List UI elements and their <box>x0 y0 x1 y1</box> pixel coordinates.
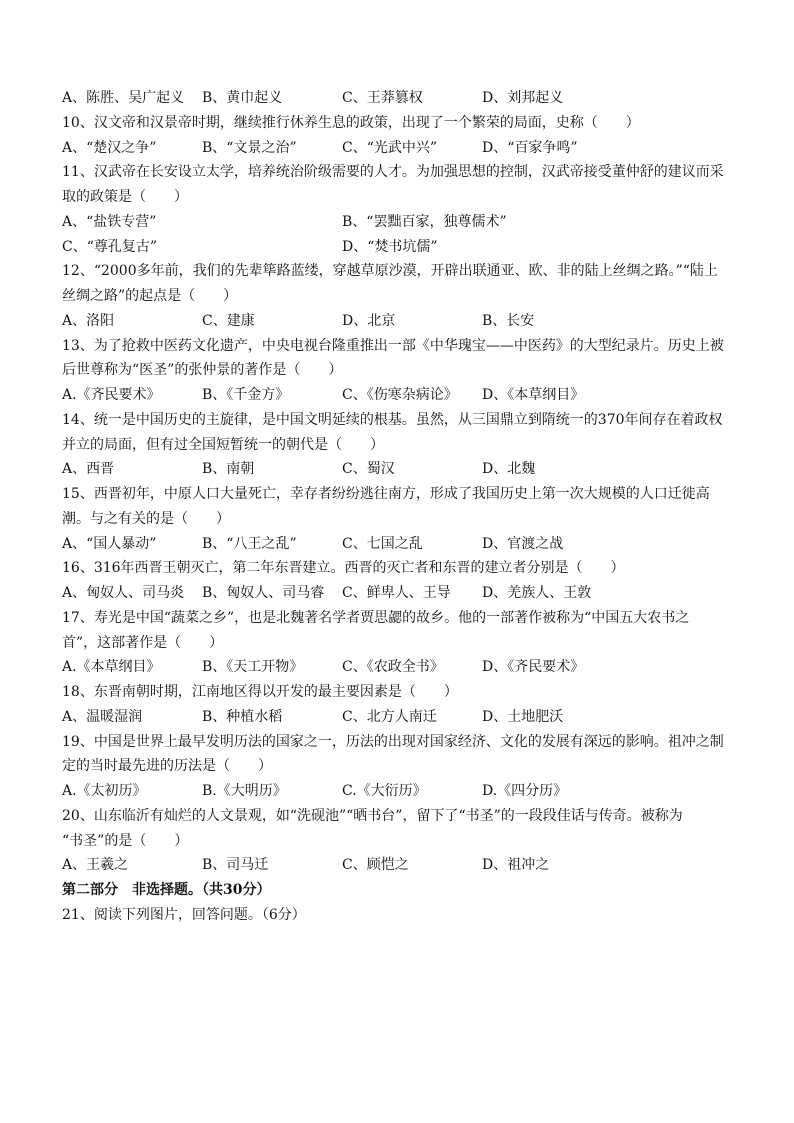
q17-option-b: B、《天工开物》 <box>202 659 304 676</box>
q18-option-a: A、温暖湿润 <box>62 708 143 725</box>
q21-stem: 21、阅读下列图片，回答问题。（6分） <box>62 906 306 923</box>
q12-option-c: C、建康 <box>202 312 255 329</box>
q11-stem-line1: 11、汉武帝在长安设立太学，培养统治阶级需要的人才。为加强思想的控制，汉武帝接受董仲舒的建议而采 <box>62 164 724 181</box>
q19-option-c: C.《大衍历》 <box>342 783 427 799</box>
q14-options <box>62 457 742 482</box>
q14-option-b: B、南朝 <box>202 461 255 478</box>
q11-option-a: A、“盐铁专营” <box>62 213 157 230</box>
q17-stem-line2: 首”，这部著作是（ ） <box>62 634 224 651</box>
q15-stem-line1: 15、西晋初年，中原人口大量死亡，幸存者纷纷逃往南方，形成了我国历史上第一次大规模的人口迁徙高 <box>62 486 710 502</box>
q19-option-a: A.《太初历》 <box>62 783 147 799</box>
q19-stem-line1: 19、中国是世界上最早发明历法的国家之一，历法的出现对国家经济、文化的发展有深远的影响。祖冲之制 <box>62 733 724 750</box>
q15-option-b: B、“八王之乱” <box>202 535 297 552</box>
q11-option-b: B、“罢黜百家，独尊儒术” <box>342 213 507 230</box>
q16-option-c: C、鲜卑人、王导 <box>342 585 451 601</box>
q12-option-a: A、洛阳 <box>62 312 115 329</box>
q18-option-c: C、北方人南迁 <box>342 708 437 725</box>
q13-option-c: C、《伤寒杂病论》 <box>342 387 458 403</box>
q11-options-row1 <box>62 210 742 235</box>
q9-option-a: A、陈胜、吴广起义 <box>62 90 185 106</box>
q14-option-c: C、蜀汉 <box>342 461 395 478</box>
q15-option-c: C、七国之乱 <box>342 535 423 552</box>
q19-option-b: B.《大明历》 <box>202 783 287 799</box>
q11-option-d: D、“焚书坑儒” <box>342 238 438 255</box>
q20-stem-line1: 20、山东临沂有灿烂的人文景观，如“洗砚池”“晒书台”，留下了“书圣”的一段段佳话与传奇。被称为 <box>62 807 683 824</box>
section-2-title: 第二部分 非选择题。（共30分） <box>62 882 271 898</box>
q20-option-b: B、司马迁 <box>202 857 269 874</box>
q13-options <box>62 383 742 408</box>
q20-option-a: A、王羲之 <box>62 857 129 874</box>
exam-page <box>62 86 742 928</box>
q11-stem-line2: 取的政策是（ ） <box>62 189 188 205</box>
q18-options <box>62 705 742 730</box>
q19-option-d: D.《四分历》 <box>482 783 568 799</box>
q13-stem-line2: 后世尊称为“医圣”的张仲景的著作是（ ） <box>62 362 343 379</box>
q16-option-b: B、匈奴人、司马睿 <box>202 585 325 601</box>
q20-stem-line2: “书圣”的是（ ） <box>62 832 189 849</box>
q14-option-a: A、西晋 <box>62 461 115 478</box>
q14-option-d: D、北魏 <box>482 461 536 478</box>
q17-stem-line1: 17、寿光是中国“蔬菜之乡”，也是北魏著名学者贾思勰的故乡。他的一部著作被称为“中国五大农书之 <box>62 609 690 626</box>
q10-options <box>62 136 742 161</box>
q18-stem: 18、东晋南朝时期，江南地区得以开发的最主要因素是（ ） <box>62 684 458 700</box>
q20-option-d: D、祖冲之 <box>482 857 550 874</box>
q16-option-a: A、匈奴人、司马炎 <box>62 585 185 601</box>
q17-option-a: A.《本草纲目》 <box>62 659 161 676</box>
q10-option-a: A、“楚汉之争” <box>62 139 157 156</box>
q10-stem: 10、汉文帝和汉景帝时期，继续推行休养生息的政策，出现了一个繁荣的局面，史称（ ） <box>62 114 640 131</box>
q15-option-d: D、官渡之战 <box>482 535 564 552</box>
q17-option-d: D、《齐民要术》 <box>482 659 585 676</box>
q17-option-c: C、《农政全书》 <box>342 659 444 676</box>
q12-stem-line2: 丝绸之路”的起点是（ ） <box>62 288 238 304</box>
q19-stem-line2: 定的当时最先进的历法是（ ） <box>62 758 272 775</box>
q13-option-d: D、《本草纲目》 <box>482 387 585 403</box>
q13-option-a: A.《齐民要术》 <box>62 387 161 403</box>
q9-option-c: C、王莽篡权 <box>342 90 423 106</box>
q9-option-b: B、黄巾起义 <box>202 90 283 106</box>
q16-stem: 16、316年西晋王朝灭亡，第二年东晋建立。西晋的灭亡者和东晋的建立者分别是（ ） <box>62 560 625 577</box>
q10-option-b: B、“文景之治” <box>202 139 297 156</box>
q10-option-c: C、“光武中兴” <box>342 139 438 156</box>
q15-stem-line2: 潮。与之有关的是（ ） <box>62 510 230 527</box>
q12-options <box>62 309 742 334</box>
q12-option-d: D、北京 <box>342 312 396 329</box>
q13-option-b: B、《千金方》 <box>202 387 290 403</box>
q18-option-b: B、种植水稻 <box>202 708 283 725</box>
q18-option-d: D、土地肥沃 <box>482 708 564 725</box>
q16-option-d: D、羌族人、王敦 <box>482 585 592 601</box>
q15-option-a: A、“国人暴动” <box>62 535 157 552</box>
q9-options <box>62 86 742 111</box>
q19-options <box>62 779 742 804</box>
q16-options <box>62 581 742 606</box>
q11-options-row2 <box>62 235 742 260</box>
q10-option-d: D、“百家争鸣” <box>482 139 578 156</box>
q14-stem-line2: 并立的局面，但有过全国短暂统一的朝代是（ ） <box>62 436 384 453</box>
q20-option-c: C、顾恺之 <box>342 857 409 874</box>
q14-stem-line1: 14、统一是中国历史的主旋律，是中国文明延续的根基。虽然，从三国鼎立到隋统一的370年间存在着政权 <box>62 411 723 428</box>
q12-stem-line1: 12、“2000多年前，我们的先辈筚路蓝缕，穿越草原沙漠，开辟出联通亚、欧、非的陆上丝绸之路。”“陆上 <box>62 263 718 280</box>
q15-options <box>62 532 742 557</box>
q9-option-d: D、刘邦起义 <box>482 90 564 106</box>
q12-option-b: B、长安 <box>482 312 535 329</box>
q11-option-c: C、“尊孔复古” <box>62 238 158 255</box>
q20-options <box>62 853 742 878</box>
q13-stem-line1: 13、为了抢救中医药文化遗产，中央电视台隆重推出一部《中华瑰宝——中医药》的大型纪录片。历史上被 <box>62 337 724 354</box>
q17-options <box>62 655 742 680</box>
